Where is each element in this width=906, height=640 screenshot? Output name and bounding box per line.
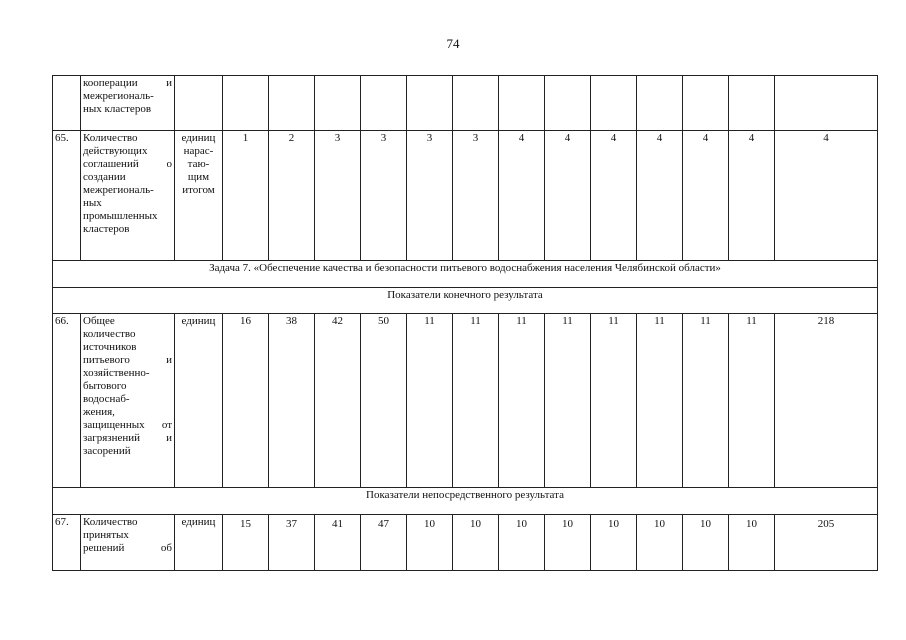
value-cell: 11 bbox=[499, 314, 545, 488]
row-number: 67. bbox=[53, 515, 81, 571]
value-cell: 4 bbox=[729, 131, 775, 261]
value-cell: 10 bbox=[729, 515, 775, 571]
table-row bbox=[53, 515, 878, 571]
value-cell: 47 bbox=[361, 515, 407, 571]
value-cell bbox=[545, 76, 591, 131]
value-cell: 15 bbox=[223, 515, 269, 571]
indicator-name: кооперации и межрегиональ- ных кластеров bbox=[81, 76, 175, 131]
value-cell: 11 bbox=[637, 314, 683, 488]
value-cell: 10 bbox=[407, 515, 453, 571]
table-row bbox=[53, 261, 878, 288]
value-cell: 3 bbox=[407, 131, 453, 261]
total-cell bbox=[775, 76, 878, 131]
value-cell: 10 bbox=[637, 515, 683, 571]
value-cell bbox=[591, 76, 637, 131]
value-cell: 4 bbox=[499, 131, 545, 261]
value-cell: 50 bbox=[361, 314, 407, 488]
value-cell: 3 bbox=[315, 131, 361, 261]
value-cell: 1 bbox=[223, 131, 269, 261]
value-cell: 11 bbox=[729, 314, 775, 488]
value-cell bbox=[223, 76, 269, 131]
value-cell: 10 bbox=[453, 515, 499, 571]
value-cell: 4 bbox=[637, 131, 683, 261]
unit-cell: единиц bbox=[175, 314, 223, 488]
value-cell: 38 bbox=[269, 314, 315, 488]
indicator-name: Количество принятых решений об bbox=[81, 515, 175, 571]
table-row bbox=[53, 76, 878, 131]
page-number: 74 bbox=[446, 36, 460, 51]
value-cell bbox=[407, 76, 453, 131]
value-cell: 10 bbox=[545, 515, 591, 571]
value-cell: 11 bbox=[545, 314, 591, 488]
value-cell: 11 bbox=[453, 314, 499, 488]
value-cell bbox=[499, 76, 545, 131]
total-cell: 218 bbox=[775, 314, 878, 488]
value-cell: 10 bbox=[591, 515, 637, 571]
table-row bbox=[53, 314, 878, 488]
value-cell: 10 bbox=[499, 515, 545, 571]
unit-cell: единиц нарас- таю- щим итогом bbox=[175, 131, 223, 261]
value-cell bbox=[269, 76, 315, 131]
unit-cell bbox=[175, 76, 223, 131]
value-cell: 16 bbox=[223, 314, 269, 488]
value-cell: 41 bbox=[315, 515, 361, 571]
value-cell: 4 bbox=[683, 131, 729, 261]
unit-cell: единиц bbox=[175, 515, 223, 571]
value-cell bbox=[683, 76, 729, 131]
value-cell: 11 bbox=[683, 314, 729, 488]
value-cell bbox=[315, 76, 361, 131]
value-cell: 37 bbox=[269, 515, 315, 571]
value-cell: 4 bbox=[545, 131, 591, 261]
indicator-name: Общее количество источников питьевого и хозяйственно- бытового водоснаб- жения, защищенных от загрязнений и засорений bbox=[81, 314, 175, 488]
value-cell bbox=[361, 76, 407, 131]
table-row bbox=[53, 288, 878, 314]
value-cell: 4 bbox=[591, 131, 637, 261]
value-cell: 11 bbox=[591, 314, 637, 488]
value-cell bbox=[453, 76, 499, 131]
indicators-table bbox=[52, 75, 878, 571]
value-cell bbox=[637, 76, 683, 131]
indicator-name: Количество действующих соглашений о создании межрегиональ- ных промышленных кластеров bbox=[81, 131, 175, 261]
total-cell: 205 bbox=[775, 515, 878, 571]
value-cell bbox=[729, 76, 775, 131]
value-cell: 42 bbox=[315, 314, 361, 488]
value-cell: 11 bbox=[407, 314, 453, 488]
task-heading: Задача 7. «Обеспечение качества и безопасности питьевого водоснабжения населения Челябинской области» bbox=[53, 261, 878, 288]
value-cell: 3 bbox=[453, 131, 499, 261]
value-cell: 2 bbox=[269, 131, 315, 261]
value-cell: 10 bbox=[683, 515, 729, 571]
section-heading: Показатели непосредственного результата bbox=[53, 488, 878, 515]
table-row bbox=[53, 131, 878, 261]
total-cell: 4 bbox=[775, 131, 878, 261]
row-number bbox=[53, 76, 81, 131]
value-cell: 3 bbox=[361, 131, 407, 261]
section-heading: Показатели конечного результата bbox=[53, 288, 878, 314]
row-number: 66. bbox=[53, 314, 81, 488]
table-row bbox=[53, 488, 878, 515]
row-number: 65. bbox=[53, 131, 81, 261]
